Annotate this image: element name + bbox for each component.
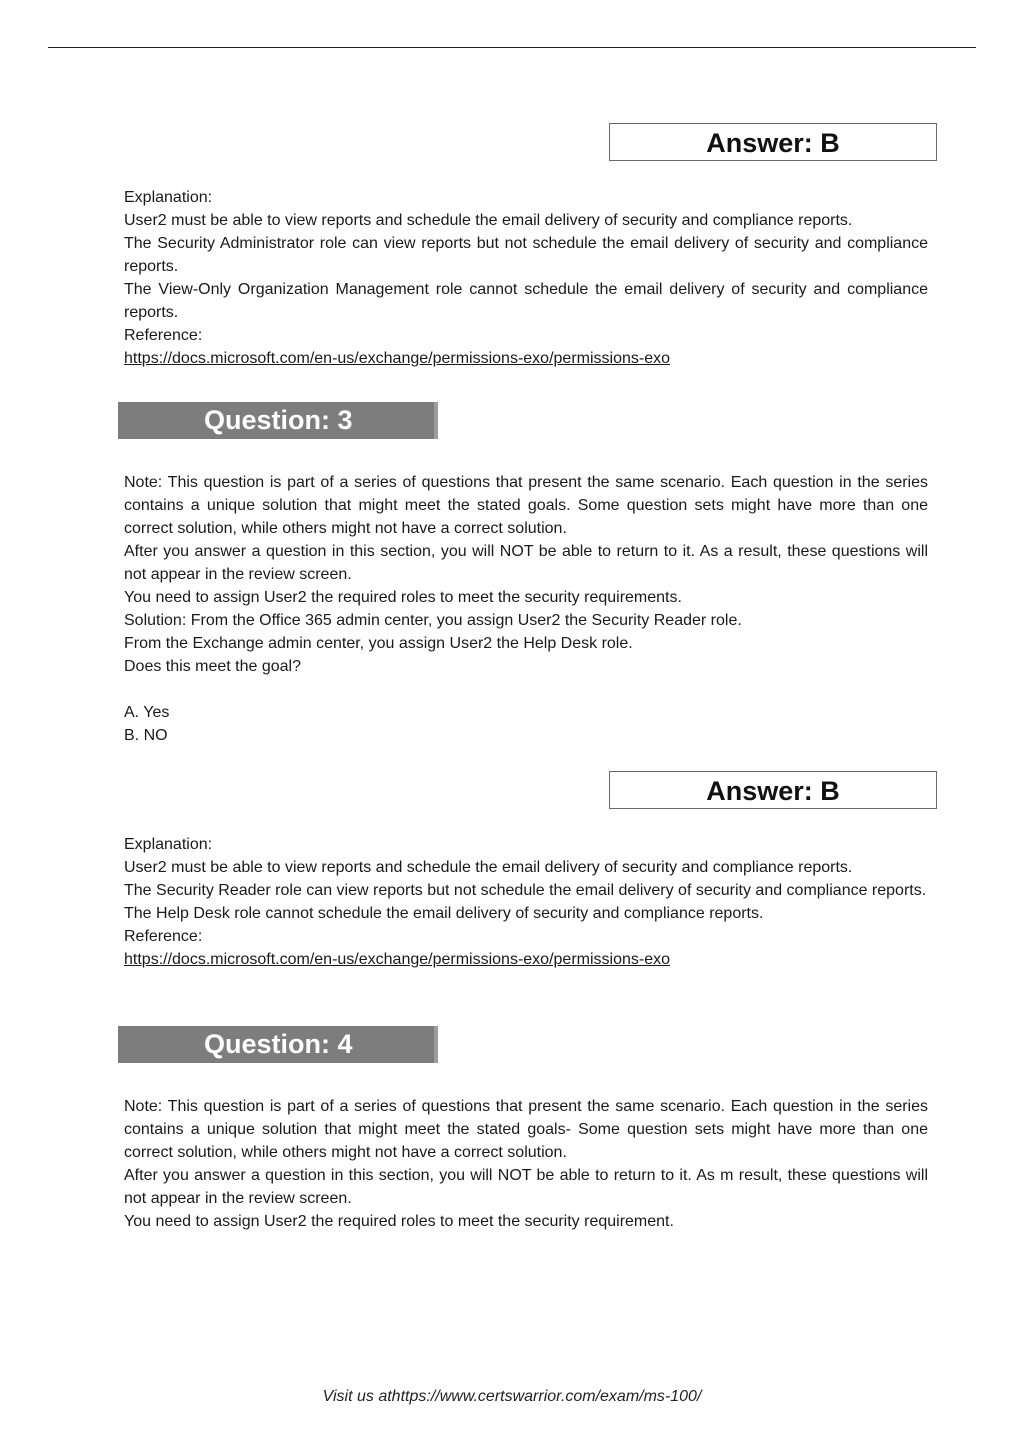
- explanation-line: User2 must be able to view reports and schedule the email delivery of security and compliance reports.: [124, 859, 853, 876]
- question-paragraph: Note: This question is part of a series of questions that present the same scenario. Each question in the series contains a unique solution that might meet the stated goals- Some question sets might have more than one correct solution, while others might not have a correct solution.: [124, 1098, 928, 1161]
- explanation-line: The Help Desk role cannot schedule the email delivery of security and compliance reports.: [124, 905, 764, 922]
- question-paragraph: After you answer a question in this section, you will NOT be able to return to it. As m result, these questions will not appear in the review screen.: [124, 1167, 928, 1207]
- reference-link[interactable]: https://docs.microsoft.com/en-us/exchange/permissions-exo/permissions-exo: [124, 350, 670, 367]
- question-paragraph: Note: This question is part of a series of questions that present the same scenario. Each question in the series contains a unique solution that might meet the stated goals. Some question sets might have more than one correct solution, while others might not have a correct solution.: [124, 474, 928, 537]
- option-a[interactable]: A. Yes: [124, 704, 170, 721]
- answer-box: Answer: B: [609, 123, 937, 161]
- explanation-line: The Security Administrator role can view reports but not schedule the email delivery of security and compliance reports.: [124, 235, 928, 275]
- explanation-section: [124, 186, 928, 370]
- footer-link-text: Visit us athttps://www.certswarrior.com/exam/ms-100/: [322, 1388, 702, 1405]
- explanation-section: [124, 833, 928, 971]
- question-3-body: [124, 471, 928, 747]
- header-rule: [48, 47, 976, 48]
- question-4-body: [124, 1095, 928, 1233]
- question-3-title: Question: 3: [118, 402, 438, 439]
- explanation-heading: Explanation:: [124, 189, 213, 206]
- explanation-line: The View-Only Organization Management role cannot schedule the email delivery of security and compliance reports.: [124, 281, 928, 321]
- explanation-heading: Explanation:: [124, 836, 213, 853]
- explanation-line: The Security Reader role can view reports but not schedule the email delivery of security and compliance reports.: [124, 882, 927, 899]
- option-b[interactable]: B. NO: [124, 727, 168, 744]
- question-paragraph: After you answer a question in this section, you will NOT be able to return to it. As a result, these questions will not appear in the review screen.: [124, 543, 928, 583]
- reference-label: Reference:: [124, 327, 203, 344]
- question-paragraph: You need to assign User2 the required roles to meet the security requirement.: [124, 1213, 674, 1230]
- reference-label: Reference:: [124, 928, 203, 945]
- question-paragraph: Solution: From the Office 365 admin center, you assign User2 the Security Reader role.: [124, 612, 742, 629]
- explanation-line: User2 must be able to view reports and schedule the email delivery of security and compliance reports.: [124, 212, 853, 229]
- question-paragraph: You need to assign User2 the required roles to meet the security requirements.: [124, 589, 682, 606]
- question-paragraph: Does this meet the goal?: [124, 658, 301, 675]
- question-paragraph: From the Exchange admin center, you assign User2 the Help Desk role.: [124, 635, 633, 652]
- answer-box: Answer: B: [609, 771, 937, 809]
- reference-link[interactable]: https://docs.microsoft.com/en-us/exchange/permissions-exo/permissions-exo: [124, 951, 670, 968]
- question-4-title: Question: 4: [118, 1026, 438, 1063]
